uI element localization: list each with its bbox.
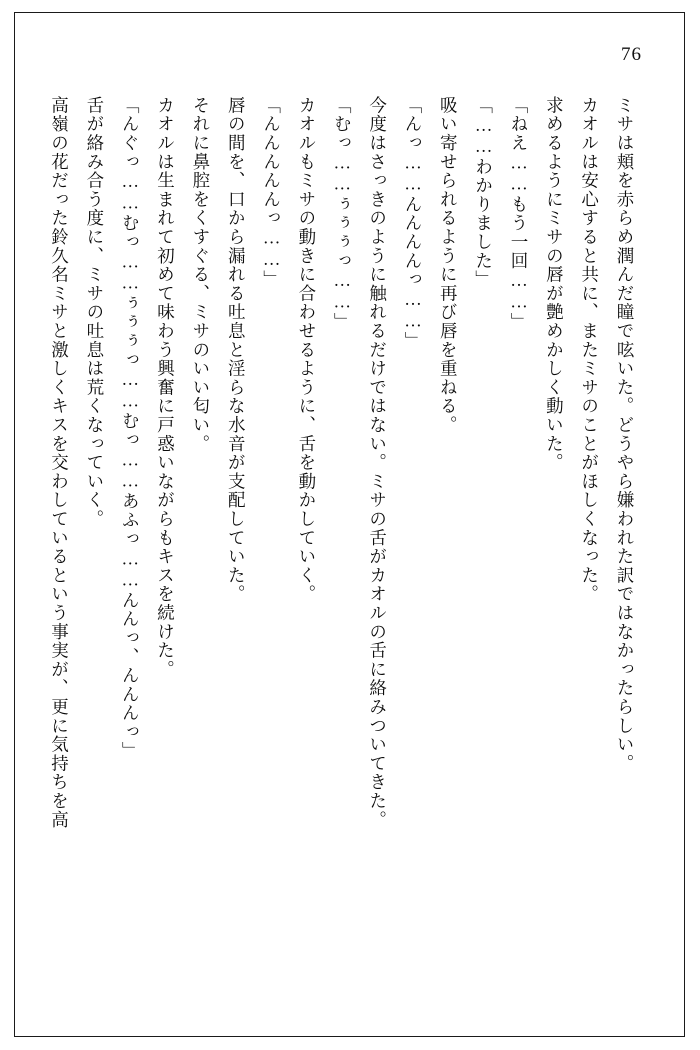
paragraph: カオルは安心すると共に、またミサのことがほしくなった。 <box>579 96 600 604</box>
paragraph: それに鼻腔をくすぐる、ミサのいい匂い。 <box>190 96 211 454</box>
paragraph: 吸い寄せられるように再び唇を重ねる。 <box>438 96 459 435</box>
page-number: 76 <box>621 44 642 65</box>
paragraph: 求めるようにミサの唇が艶めかしく動いた。 <box>544 96 565 472</box>
paragraph: 「ねえ……もう一回……」 <box>508 96 529 332</box>
paragraph: 「むっ……ぅぅぅっ……」 <box>332 96 353 332</box>
body-text <box>49 96 642 996</box>
paragraph: カオルもミサの動きに合わせるように、舌を動かしていく。 <box>296 96 317 604</box>
paragraph: 「んっ……んんんんっ……」 <box>402 96 423 351</box>
paragraph: 高嶺の花だった鈴久名ミサと激しくキスを交わしているという事実が、更に気持ちを高 <box>49 96 70 830</box>
paragraph: カオルは生まれて初めて味わう興奮に戸惑いながらもキスを続けた。 <box>155 96 176 679</box>
paragraph: 舌が絡み合う度に、ミサの吐息は荒くなっていく。 <box>84 96 105 529</box>
paragraph: 今度はさっきのように触れるだけではない。ミサの舌がカオルの舌に絡みついてきた。 <box>367 96 388 830</box>
paragraph: 「……わかりました」 <box>473 96 494 289</box>
paragraph: 「んんんんんっ……」 <box>261 96 282 289</box>
paragraph: 唇の間を、口から漏れる吐息と淫らな水音が支配していた。 <box>226 96 247 604</box>
paragraph: ミサは頬を赤らめ潤んだ瞳で呟いた。どうやら嫌われた訳ではなかったらしい。 <box>615 96 635 773</box>
paragraph: 「んぐっ……むっ……ぅぅぅっ……むっ……あふっ……んんっ、んんんっ」 <box>120 96 141 761</box>
